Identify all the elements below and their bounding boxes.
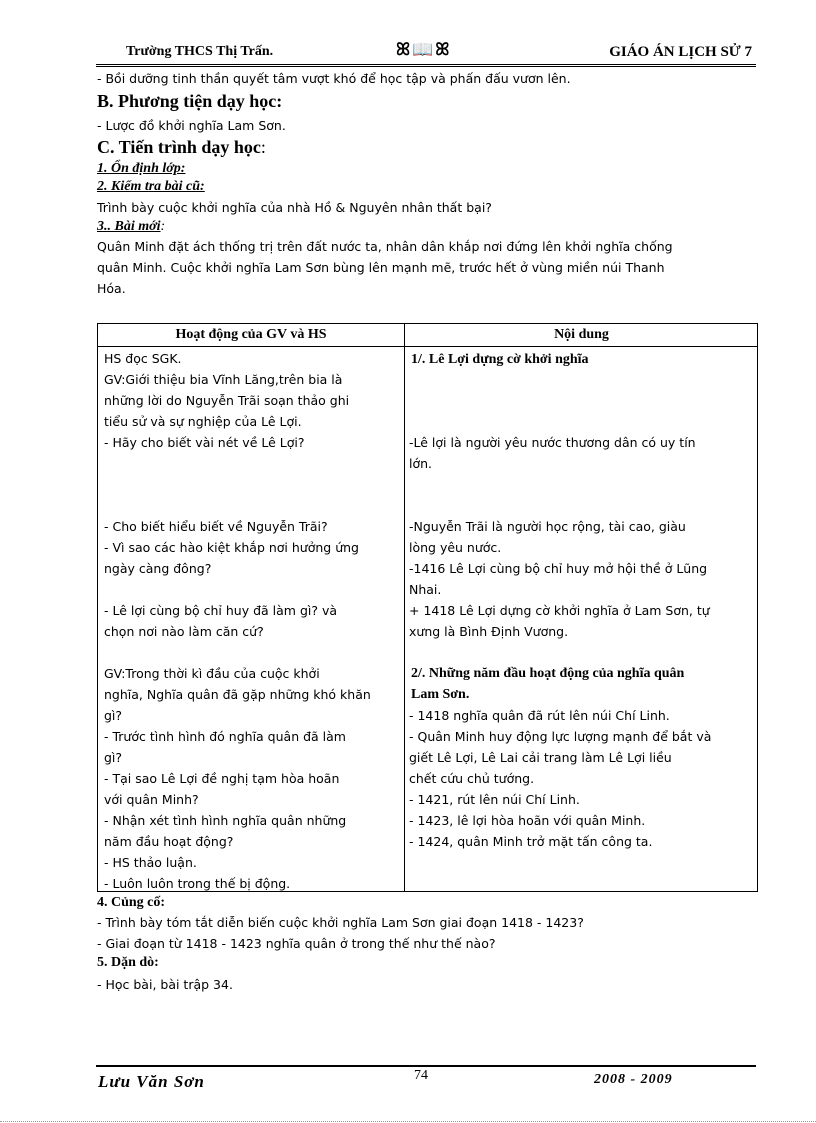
left-cell-line: GV:Trong thời kì đầu của cuộc khởi (104, 666, 320, 681)
content-heading-2: 2/. Những năm đầu hoạt động của nghĩa quân (411, 666, 685, 681)
lesson-intro-line: quân Minh. Cuộc khởi nghĩa Lam Sơn bùng lên mạnh mẽ, trước hết ở vùng miền núi Thanh (97, 260, 665, 275)
section-c-title: C. Tiến trình dạy học (97, 137, 261, 157)
left-cell-line: nghĩa, Nghĩa quân đã gặp những khó khăn (104, 687, 371, 702)
section-5-line: - Học bài, bài trập 34. (97, 977, 233, 992)
left-cell-line: GV:Giới thiệu bia Vĩnh Lăng,trên bia là (104, 372, 343, 387)
step-3-label: 3.. Bài mới (97, 219, 161, 234)
left-cell-line: - HS thảo luận. (104, 855, 197, 870)
step-2-question: Trình bày cuộc khởi nghĩa của nhà Hồ & Nguyên nhân thất bại? (97, 200, 492, 215)
step-3-colon: : (160, 219, 166, 234)
intro-line: - Bồi dưỡng tinh thần quyết tâm vượt khó để học tập và phấn đấu vươn lên. (97, 71, 571, 86)
step-1-heading (97, 160, 757, 178)
right-cell-line: -1416 Lê Lợi cùng bộ chỉ huy mở hội thề ở Lũng (409, 561, 708, 576)
right-cell-line: chết cứu chủ tướng. (409, 771, 535, 786)
left-cell-line: ngày càng đông? (104, 561, 212, 576)
book-ornament-icon: ꕤ📖ꕤ (396, 40, 452, 60)
left-cell-line: - Hãy cho biết vài nét về Lê Lợi? (104, 435, 305, 450)
step-2-heading (97, 178, 757, 196)
right-cell-line: - Quân Minh huy động lực lượng mạnh để bắt và (409, 729, 712, 744)
left-cell-line: - Trước tình hình đó nghĩa quân đã làm (104, 729, 346, 744)
page-bottom-edge (0, 1121, 816, 1122)
right-cell-line: - 1421, rút lên núi Chí Linh. (409, 792, 580, 807)
left-cell-line: năm đầu hoạt động? (104, 834, 234, 849)
section-b-line: - Lược đồ khởi nghĩa Lam Sơn. (97, 118, 286, 133)
table-header-activities: Hoạt động của GV và HS (175, 327, 327, 342)
section-b-heading: B. Phương tiện dạy học: (97, 91, 283, 111)
left-cell-line: - Tại sao Lê Lợi đề nghị tạm hòa hoãn (104, 771, 340, 786)
section-c-colon: : (260, 137, 266, 157)
footer-divider (96, 1065, 756, 1067)
left-cell-line: - Luôn luôn trong thế bị động. (104, 876, 291, 891)
lesson-intro-line: Hóa. (97, 281, 126, 296)
right-cell-line: - 1418 nghĩa quân đã rút lên núi Chí Linh. (409, 708, 670, 723)
main-content (97, 68, 757, 299)
left-cell-line: những lời do Nguyễn Trãi soạn thảo ghi (104, 393, 350, 408)
step-2-label: 2. Kiểm tra bài cũ: (97, 179, 205, 194)
right-cell-line: giết Lê Lợi, Lê Lai cải trang làm Lê Lợi liều (409, 750, 672, 765)
left-cell-line: - Lê lợi cùng bộ chỉ huy đã làm gì? và (104, 603, 338, 618)
left-cell-line: - Cho biết hiểu biết về Nguyễn Trãi? (104, 519, 328, 534)
lesson-intro-line: Quân Minh đặt ách thống trị trên đất nước ta, nhân dân khắp nơi đứng lên khởi nghĩa chống (97, 239, 673, 254)
right-cell-line: lớn. (409, 456, 433, 471)
right-cell-line: lòng yêu nước. (409, 540, 502, 555)
right-cell-line: Nhai. (409, 582, 442, 597)
table-header-content: Nội dung (554, 327, 609, 342)
left-cell-line: gì? (104, 750, 123, 765)
left-cell-line: chọn nơi nào làm căn cứ? (104, 624, 264, 639)
left-cell-line: gì? (104, 708, 123, 723)
footer-author: Lưu Văn Sơn (98, 1072, 205, 1091)
table-column-divider (404, 324, 405, 891)
right-cell-line: -Nguyễn Trãi là người học rộng, tài cao, giàu (409, 519, 686, 534)
section-4-line: - Giai đoạn từ 1418 - 1423 nghĩa quân ở trong thế như thế nào? (97, 936, 496, 951)
content-heading-1: 1/. Lê Lợi dựng cờ khởi nghĩa (411, 352, 589, 367)
table-header-divider (98, 346, 757, 347)
step-1-label: 1. Ổn định lớp: (97, 161, 186, 176)
left-cell-line: - Nhận xét tình hình nghĩa quân những (104, 813, 347, 828)
section-4-heading: 4. Củng cố: (97, 895, 166, 910)
step-3-heading (97, 218, 757, 236)
page-header (96, 40, 752, 64)
section-4-line: - Trình bày tóm tắt diễn biến cuộc khởi nghĩa Lam Sơn giai đoạn 1418 - 1423? (97, 915, 584, 930)
section-c-heading (97, 136, 757, 158)
section-5-heading: 5. Dặn dò: (97, 955, 159, 970)
content-heading-2-cont: Lam Sơn. (411, 687, 470, 702)
document-title: GIÁO ÁN LỊCH SỬ 7 (609, 44, 752, 60)
right-cell-line: -Lê lợi là người yêu nước thương dân có uy tín (409, 435, 696, 450)
closing-content (97, 894, 757, 995)
left-cell-line: tiểu sử và sự nghiệp của Lê Lợi. (104, 414, 302, 429)
lesson-table (97, 323, 758, 892)
footer-year: 2008 - 2009 (594, 1072, 673, 1087)
page-number: 74 (414, 1068, 428, 1083)
right-cell-line: xưng là Bình Định Vương. (409, 624, 569, 639)
left-cell-line: - Vì sao các hào kiệt khắp nơi hưởng ứng (104, 540, 359, 555)
right-cell-line: - 1423, lê lợi hòa hoãn với quân Minh. (409, 813, 646, 828)
right-cell-line: + 1418 Lê Lợi dựng cờ khởi nghĩa ở Lam Sơn, tự (409, 603, 710, 618)
left-cell-line: với quân Minh? (104, 792, 199, 807)
left-cell-line: HS đọc SGK. (104, 351, 182, 366)
school-name: Trường THCS Thị Trấn. (126, 44, 274, 59)
right-cell-line: - 1424, quân Minh trở mặt tấn công ta. (409, 834, 653, 849)
